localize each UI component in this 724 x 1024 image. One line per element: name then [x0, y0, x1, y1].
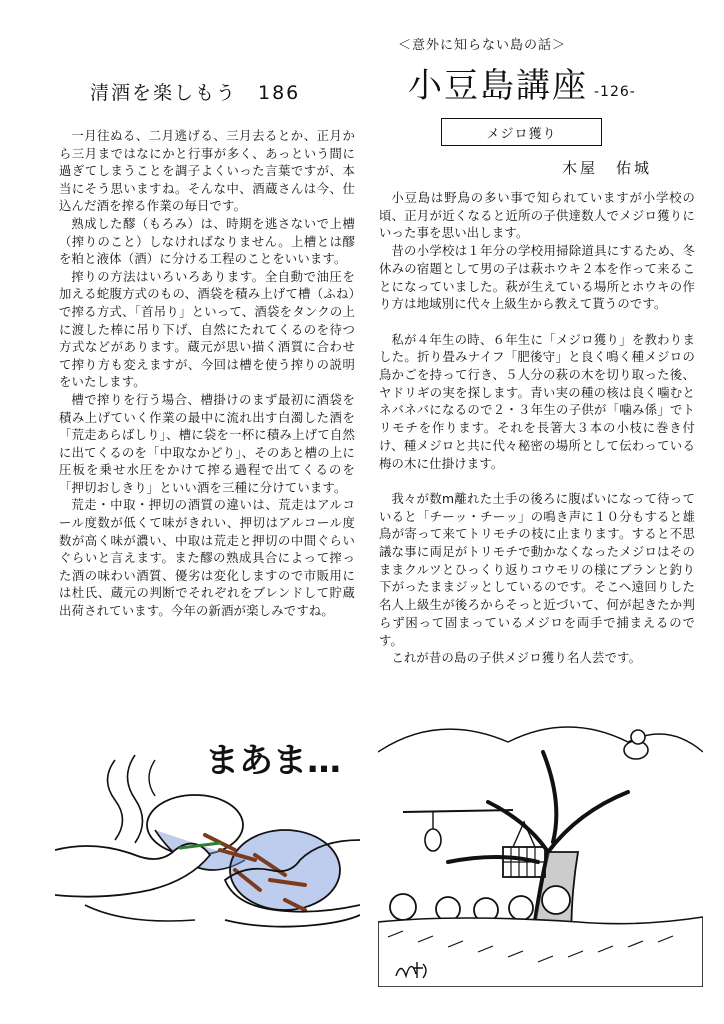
island-paragraph-1: 小豆島は野鳥の多い事で知られていますが小学校の頃、正月が近くなると近所の子供達数人でメジロ獲りにいった事を思い出します。: [379, 191, 695, 241]
island-paragraph-4: 我々が数m離れた土手の後ろに腹ばいになって待っていると「チーッ・チーッ」の鳴き声に１０分もすると雄鳥が寄って来てトリモチの枝に止まります。すると不思議な事に両足がトリモチで動かなくなったメジロはそのままクルツとひっくり返りコウモリの様にブランと釣り下がったままジッとしているのです。そこへ遠回りした名人上級生が後ろからそっと近づいて、何が起きたか判らず困って固まっているメジロを両手で捕まえるのです。: [379, 491, 695, 648]
island-paragraph-3: 私が４年生の時、６年生に「メジロ獲り」を教わりました。折り畳みナイフ「肥後守」と良く鳴く種メジロの鳥かごを持って行き、５人分の萩の木を切り取った後、ヤドリギの実を探します。青い実の種の核は良く噛むとネバネバになるので２・３年生の子供が「噛み係」でトリモチを作ります。それを長箸大３本の小枝に巻き付け、種メジロと共に代々秘密の場所として伝わっている梅の木に仕掛けます。: [379, 332, 695, 471]
sake-paragraph-2: 熟成した醪（もろみ）は、時期を逃さないで上槽（搾りのこと）しなければなりません。上槽とは醪を粕と液体（酒）に分ける工程のことをいいます。: [59, 216, 355, 267]
island-column-body: [379, 190, 695, 668]
paragraph-gap: [379, 473, 695, 491]
island-paragraph-2: 昔の小学校は１年分の学校用掃除道具にするため、冬休みの宿題として男の子は萩ホウキ２本を作って来ることになっていました。萩が生えている場所とホウキの作り方は地域別に代々上級生から教えて貰うのです。: [379, 244, 695, 312]
sake-pouring-sketch: [55, 730, 360, 945]
topic-box: [441, 118, 602, 146]
island-paragraph-5: これが昔の島の子供メジロ獲り名人芸です。: [391, 651, 642, 666]
series-title: 小豆島講座: [408, 66, 588, 106]
author-name: 木屋 佑城: [562, 159, 653, 177]
sake-paragraph-3: 搾りの方法はいろいろあります。全自動で油圧を加える蛇腹方式のもの、酒袋を積み上げて槽（ふね）で搾る方式、「首吊り」といって、酒袋をタンクの上に渡した棒に吊り下げ、自然にたれてくるのを待つ方式などがあります。蔵元が思い描く酒質に合わせて搾り方も変えますが、今回は槽を使う搾りの説明をいたします。: [59, 269, 355, 390]
sake-paragraph-5: 荒走・中取・押切の酒質の違いは、荒走はアルコール度数が低くて味がきれい、押切はアルコール度数が高く味が濃い、中取は荒走と押切の中間ぐらいぐらいと言えます。また醪の熟成具合によって搾った酒の味わい酒質、優劣は変化しますので市販用には杜氏、蔵元の判断でそれぞれをブレンドして貯蔵出荷されています。今年の新酒が楽しみですね。: [59, 498, 355, 619]
mejiro-catching-sketch: [378, 712, 703, 987]
series-subtitle: ＜意外に知らない島の話＞: [398, 38, 567, 53]
artist-signature: [393, 954, 433, 984]
sake-paragraph-4: 槽で搾りを行う場合、槽掛けのまず最初に酒袋を積み上げていく作業の最中に流れ出す白濁した酒を「荒走あらばしり」、槽に袋を一杯に積み上げて自然に出てくるのを「中取なかどり」、そのあと槽の上に圧板を乗せ水圧をかけて搾る過程で出てくるのを「押切おしきり」といい酒を三種に分けています。: [59, 392, 355, 495]
series-number: -126-: [594, 84, 636, 100]
sake-paragraph-1: 一月往ぬる、二月逃げる、三月去るとか、正月から三月まではなにかと行事が多く、あっという間に過ぎてしまうことを調子よくいった言葉ですが、本当にそう思いますね。そんな中、酒蔵さんは今、仕込んだ酒を搾る作業の毎日です。: [59, 129, 355, 214]
paragraph-gap: [379, 314, 695, 332]
sketch-caption: まあま…: [205, 741, 341, 781]
sake-column-body: [59, 128, 355, 621]
sake-column-title: 清酒を楽しもう 186: [90, 82, 301, 104]
topic-title: メジロ獲り: [486, 126, 557, 142]
